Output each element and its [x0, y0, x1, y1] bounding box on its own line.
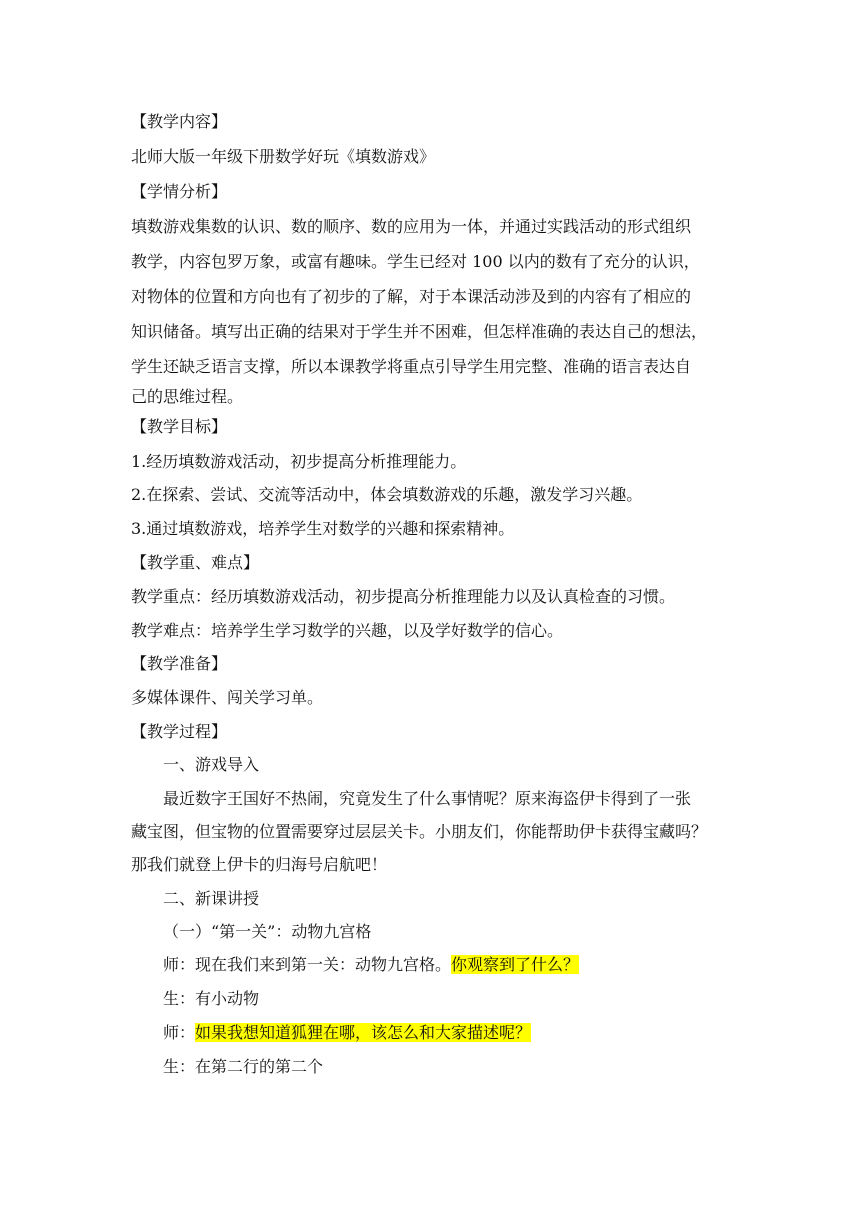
- heading-student-analysis: 【学情分析】: [131, 182, 228, 201]
- analysis-line: 知识储备。填写出正确的结果对于学生并不困难，但怎样准确的表达自己的想法，: [131, 322, 708, 341]
- analysis-line: 对物体的位置和方向也有了初步的了解，对于本课活动涉及到的内容有了相应的: [131, 287, 692, 306]
- goal-item: 3.通过填数游戏，培养学生对数学的兴趣和探索精神。: [131, 519, 515, 538]
- goal-item: 1.经历填数游戏活动，初步提高分析推理能力。: [131, 452, 467, 471]
- heading-teaching-prep: 【教学准备】: [131, 654, 228, 673]
- dialogue-text: 师：: [163, 1023, 196, 1042]
- dialogue-line-teacher: [163, 1021, 531, 1045]
- highlighted-question: 你观察到了什么？: [451, 955, 580, 974]
- difficult-point-text: 教学难点：培养学生学习数学的兴趣，以及学好数学的信心。: [131, 621, 564, 640]
- analysis-line: 己的思维过程。: [131, 387, 244, 406]
- intro-line: 最近数字王国好不热闹，究竟发生了什么事情呢？原来海盗伊卡得到了一张: [163, 789, 692, 808]
- dialogue-line-student: 生：有小动物: [163, 989, 260, 1008]
- analysis-line: 学生还缺乏语言支撑，所以本课教学将重点引导学生用完整、准确的语言表达自: [131, 357, 692, 376]
- heading-key-difficult-points: 【教学重、难点】: [131, 553, 260, 572]
- subsection-title: （一）“第一关”：动物九宫格: [163, 922, 372, 941]
- analysis-line: 填数游戏集数的认识、数的顺序、数的应用为一体，并通过实践活动的形式组织: [131, 217, 692, 236]
- section-title: 一、游戏导入: [163, 755, 260, 774]
- heading-teaching-process: 【教学过程】: [131, 722, 228, 741]
- analysis-line: 教学，内容包罗万象，或富有趣味。学生已经对 100 以内的数有了充分的认识，: [131, 252, 700, 271]
- heading-teaching-goals: 【教学目标】: [131, 417, 228, 436]
- goal-item: 2.在探索、尝试、交流等活动中，体会填数游戏的乐趣，激发学习兴趣。: [131, 485, 643, 504]
- highlighted-question: 如果我想知道狐狸在哪，该怎么和大家描述呢？: [195, 1023, 532, 1042]
- intro-line: 那我们就登上伊卡的归海号启航吧！: [131, 855, 388, 874]
- dialogue-text: 师：现在我们来到第一关：动物九宫格。: [163, 955, 452, 974]
- teaching-content-text: 北师大版一年级下册数学好玩《填数游戏》: [131, 147, 436, 166]
- key-point-text: 教学重点：经历填数游戏活动，初步提高分析推理能力以及认真检查的习惯。: [131, 587, 676, 606]
- section-title: 二、新课讲授: [163, 889, 260, 908]
- prep-text: 多媒体课件、闯关学习单。: [131, 688, 324, 707]
- intro-line: 藏宝图，但宝物的位置需要穿过层层关卡。小朋友们，你能帮助伊卡获得宝藏吗？: [131, 822, 708, 841]
- dialogue-line-teacher: [163, 953, 579, 977]
- heading-teaching-content: 【教学内容】: [131, 112, 228, 131]
- dialogue-line-student: 生：在第二行的第二个: [163, 1057, 324, 1076]
